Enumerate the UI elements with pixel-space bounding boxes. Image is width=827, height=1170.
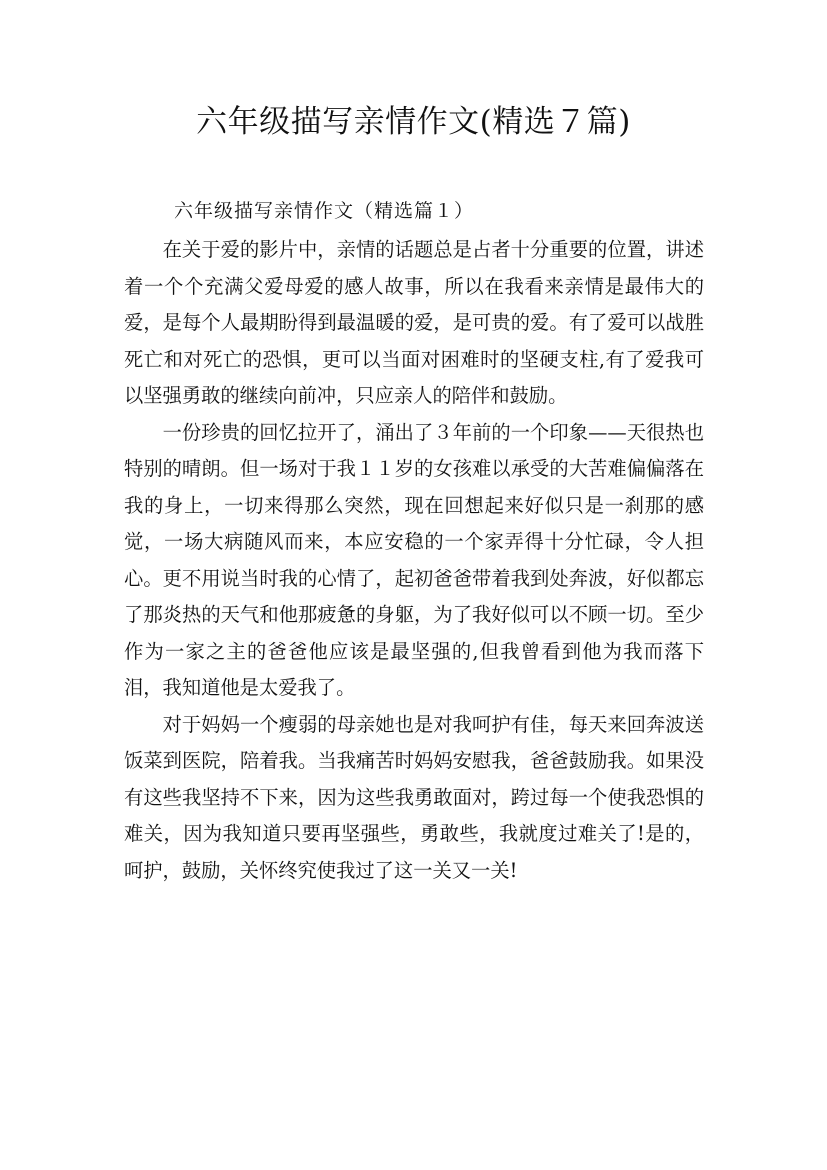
paragraph: 对于妈妈一个瘦弱的母亲她也是对我呵护有佳，每天来回奔波送饭菜到医院，陪着我。当我痛苦时妈妈安慰我，爸爸鼓励我。如果没有这些我坚持不下来，因为这些我勇敢面对，跨过每一个使我恐惧的难关，因为我知道只要再坚强些，勇敢些，我就度过难关了!是的，呵护，鼓励，关怀终究使我过了这一关又一关!: [124, 712, 704, 882]
document-title: 六年级描写亲情作文(精选７篇): [196, 104, 631, 140]
paragraph: 一份珍贵的回忆拉开了，涌出了３年前的一个印象——天很热也特别的晴朗。但一场对于我１１岁的女孩难以承受的大苦难偏偏落在我的身上，一切来得那么突然，现在回想起来好似只是一刹那的感觉，一场大病随风而来，本应安稳的一个家弄得十分忙碌，令人担心。更不用说当时我的心情了，起初爸爸带着我到处奔波，好似都忘了那炎热的天气和他那疲惫的身躯，为了我好似可以不顾一切。至少作为一家之主的爸爸他应该是最坚强的,但我曾看到他为我而落下泪，我知道他是太爱我了。: [124, 420, 704, 699]
document-body: [124, 232, 704, 889]
paragraph: 在关于爱的影片中，亲情的话题总是占者十分重要的位置，讲述着一个个充满父爱母爱的感人故事，所以在我看来亲情是最伟大的爱，是每个人最期盼得到最温暖的爱，是可贵的爱。有了爱可以战胜死亡和对死亡的恐惧，更可以当面对困难时的坚硬支柱,有了爱我可以坚强勇敢的继续向前冲，只应亲人的陪伴和鼓励。: [124, 238, 704, 407]
section-heading: 六年级描写亲情作文（精选篇１）: [174, 200, 475, 222]
